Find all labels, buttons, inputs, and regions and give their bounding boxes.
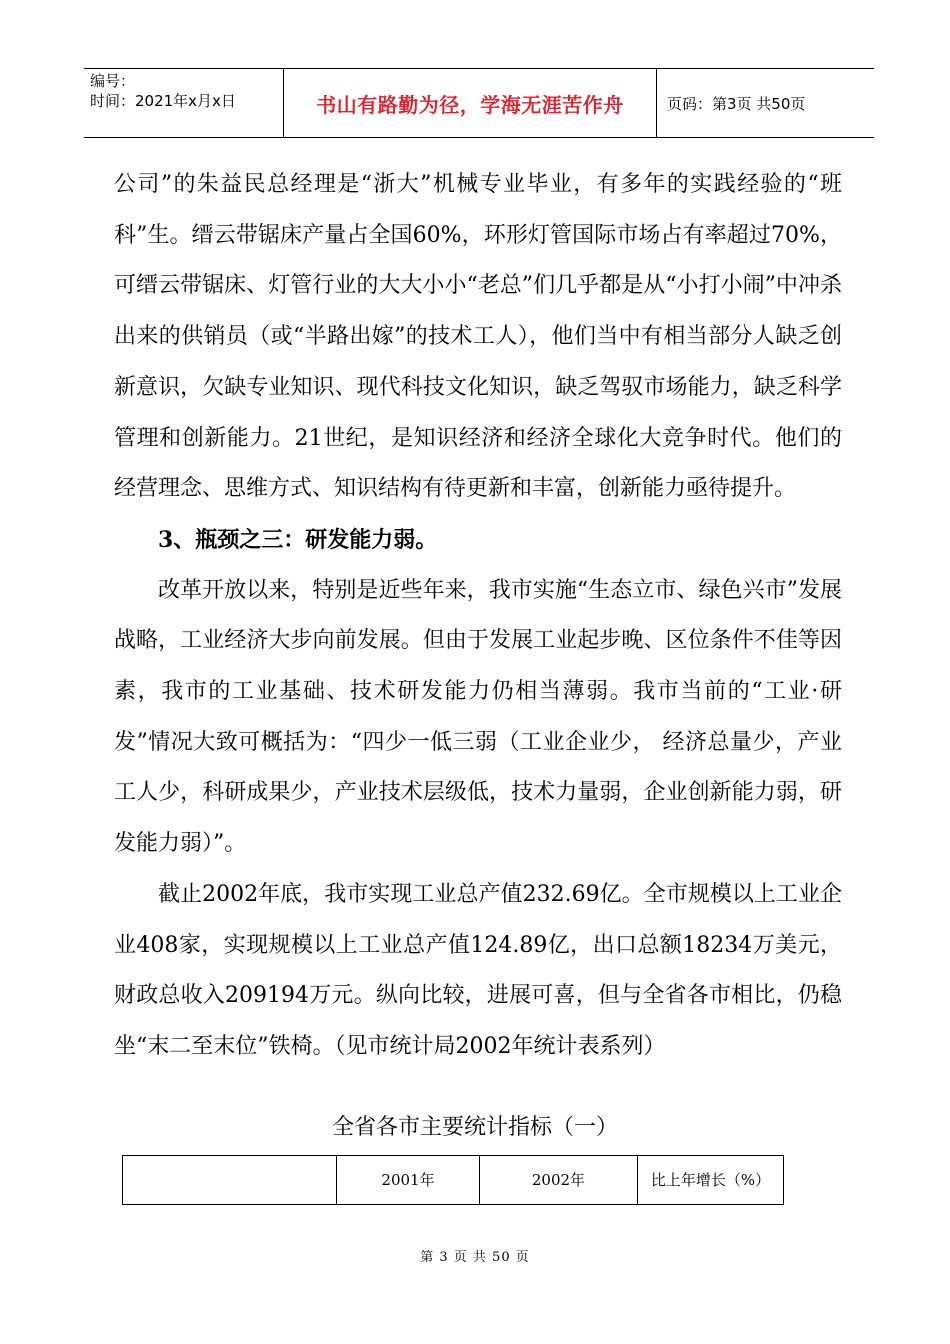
header-number-label: 编号： [90,72,136,90]
header-motto: 书山有路勤为径，学海无涯苦作舟 [284,69,657,137]
table-header-cell: 比上年增长（%） [637,1156,783,1205]
header-time-label: 时间：2021年x月x日 [90,92,236,110]
table-header-cell: 2001年 [337,1156,480,1205]
table-header-cell [123,1156,337,1205]
document-body [114,160,842,1073]
page-footer: 第 3 页 共 50 页 [420,1250,530,1265]
paragraph: 改革开放以来，特别是近些年来，我市实施“生态立市、绿色兴市”发展战略，工业经济大步向前发展。但由于发展工业起步晚、区位条件不佳等因素，我市的工业基础、技术研发能力仍相当薄弱。我市当前的“工业·研发”情况大致可概括为：“四少一低三弱（工业企业少， 经济总量少，产业工人少，科研成果少，产业技术层级低，技术力量弱，企业创新能力弱，研发能力弱）”。 [114,577,842,857]
section-heading: 3、瓶颈之三：研发能力弱。 [158,526,438,553]
paragraph-continuation: 公司”的朱益民总经理是“浙大”机械专业毕业，有多年的实践经验的“班科”生。缙云带锯床产量占全国60%，环形灯管国际市场占有率超过70%，可缙云带锯床、灯管行业的大大小小“老总”们几乎都是从“小打小闹”中冲杀出来的供销员（或“半路出嫁”的技术工人），他们当中有相当部分人缺乏创新意识，欠缺专业知识、现代科技文化知识，缺乏驾驭市场能力，缺乏科学管理和创新能力。21世纪，是知识经济和经济全球化大竞争时代。他们的经营理念、思维方式、知识结构有待更新和丰富，创新能力亟待提升。 [114,172,842,502]
page-header [84,68,874,138]
table-title: 全省各市主要统计指标（一） [331,1115,618,1140]
header-meta [84,69,284,137]
header-page-info: 页码：第3页 共50页 [667,94,806,113]
table-header-row [123,1156,784,1205]
table-header-cell: 2002年 [480,1156,638,1205]
paragraph: 截止2002年底，我市实现工业总产值232.69亿。全市规模以上工业企业408家，实现规模以上工业总产值124.89亿，出口总额18234万美元，财政总收入209194万元。纵向比较，进展可喜，但与全省各市相比，仍稳坐“末二至末位”铁椅。（见市统计局2002年统计表系列） [114,881,842,1059]
stats-table [122,1155,784,1205]
